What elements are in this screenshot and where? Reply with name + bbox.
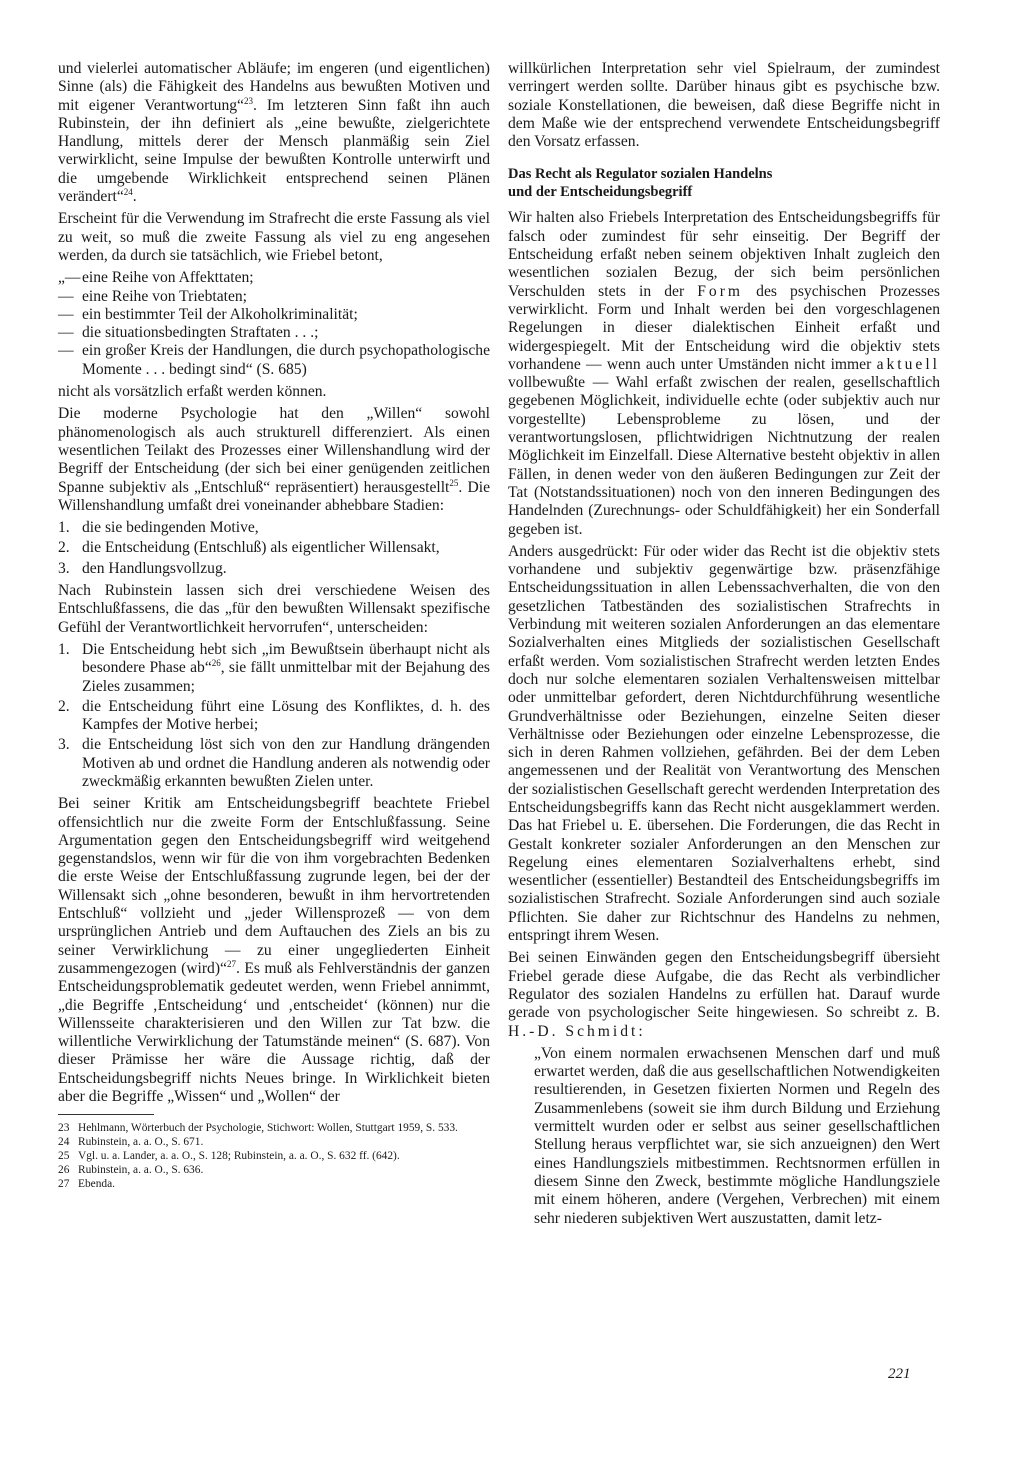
footnote-ref[interactable]: 24 — [123, 186, 133, 197]
paragraph: willkürlichen Interpretation sehr viel Spielraum, der zumindest verringert werden sollte. Darüber hinaus gibt es psychische bzw. soziale Konstellationen, die beweisen, daß diese Begriffe nicht in dem Maße wie der entsprechend verwendete Entscheidungsbegriff den Vorsatz erfassen. — [508, 60, 940, 151]
dash-list — [58, 269, 490, 379]
list-item: 3. den Handlungsvollzug. — [58, 559, 227, 577]
right-column — [508, 60, 940, 1232]
paragraph: Nach Rubinstein lassen sich drei verschiedene Weisen des Entschlußfassens, die das „für den bewußten Willensakt spezifische Gefühl der Verantwortlichkeit hervorrufen“, unterscheiden: — [58, 582, 490, 636]
footnote-ref[interactable]: 23 — [243, 95, 253, 106]
ways-list — [58, 641, 490, 791]
footnote-ref[interactable]: 27 — [226, 958, 236, 969]
list-item: — eine Reihe von Triebtaten; — [58, 287, 248, 305]
list-item: 3. die Entscheidung löst sich von den zur Handlung drängenden Motiven ab und ordnet die Handlung anderen als notwendig oder zweckmäßig erkannten bewußten Zielen unter. — [58, 736, 490, 790]
list-item: — ein großer Kreis der Handlungen, die durch psychopathologische Momente . . . bedingt sind“ (S. 685) — [58, 342, 490, 378]
list-item: — ein bestimmter Teil der Alkoholkriminalität; — [58, 305, 358, 323]
left-column — [58, 60, 490, 1191]
footnote-divider — [58, 1114, 154, 1115]
paragraph: Bei seinen Einwänden gegen den Entscheidungsbegriff übersieht Friebel gerade diese Aufgabe, die das Recht als verbindlicher Regulator des sozialen Handelns zu erfüllen hat. Darauf wurde gerade von psychologischer Seite hingewiesen. So schreibt z. B. H.-D. Schmidt: — [508, 949, 940, 1040]
list-item: 1. Die Entscheidung hebt sich „im Bewußtsein überhaupt nicht als besondere Phase ab“$^{26}$, sie fällt unmittelbar mit der Bejahung des Zieles zusammen; — [58, 640, 491, 695]
footnote: 24 Rubinstein, a. a. O., S. 671. — [58, 1136, 204, 1149]
stages-list — [58, 519, 490, 578]
paragraph: nicht als vorsätzlich erfaßt werden können. — [58, 383, 327, 401]
paragraph: Wir halten also Friebels Interpretation des Entscheidungsbegriffs für falsch oder zumindest für sehr einseitig. Der Begriff der Entscheidung erfaßt neben seinem objektiven Inhalt zugleich den wesentlichen sozialen Bezug, der sich beim persönlichen Verschulden stets in der Form des psychischen Prozesses verwirklicht. Form und Inhalt werden bei den vorgeschlagenen Regelungen in dieser dialektischen Einheit erfaßt und widergespiegelt. Mit der Entscheidung wird die objektiv stets vorhandene — wenn auch unter Umständen nicht immer aktuell vollbewußte — Wahl erfaßt zwischen der realen, gesellschaftlich gegebenen Möglichkeit, individuelle echte (oder subjektiv auch nur vorgestellte) Lebensprobleme zu lösen, und der verantwortungslosen, pflichtwidrigen Nichtnutzung der realen Möglichkeit im Einzelfall. Diese Alternative besteht objektiv in allen Fällen, in denen weder von den äußeren Bedingungen zur Zeit der Tat (Notstandssituationen) noch von den inneren Bedingungen des Handelnden (Zurechnungs- oder Schuldfähigkeit) her ein Sonderfall gegeben ist. — [508, 209, 940, 538]
paragraph: und vielerlei automatischer Abläufe; im engeren (und eigentlichen) Sinne (als) die Fähigkeit des Handelns aus bewußten Motiven und mit eigener Verantwortung“$^{23}$. Im letzteren Sinn faßt ihn auch Rubinstein, der ihn definiert als „eine bewußte, zielgerichtete Handlung, mittels derer der Mensch planmäßig sein Ziel verwirklicht, seine Impulse der bewußten Kontrolle unterwirft und die umgebende Wirklichkeit entsprechend seinen Plänen verändert“$^{24}$. — [58, 60, 490, 206]
footnotes — [58, 1121, 490, 1191]
list-item: 2. die Entscheidung führt eine Lösung des Konfliktes, d. h. des Kampfes der Motive herbei; — [58, 697, 490, 734]
list-item: 1. die sie bedingenden Motive, — [58, 519, 259, 537]
block-quote: „Von einem normalen erwachsenen Menschen darf und muß erwartet werden, daß die aus gesellschaftlichen Notwendigkeiten resultierenden, in Gesetzen fixierten Normen und Regeln des Zusammenlebens (soweit sie ihm durch Bildung und Erziehung vermittelt wurden oder er selbst aus seiner gesellschaftlichen Stellung heraus verpflichtet war, sie sich anzueignen) den Wert eines Handlungsziels mitbestimmen. Rechtsnormen erfüllen in diesem Sinne den Zweck, bestimmte mögliche Handlungsziele mit einem höheren, andere (Vergehen, Verbrechen) mit einem sehr niederen subjektiven Wert auszustatten, damit letz- — [534, 1044, 940, 1227]
list-item: 2. die Entscheidung (Entschluß) als eigentlicher Willensakt, — [58, 539, 440, 557]
footnote-ref[interactable]: 26 — [211, 658, 221, 669]
page-number: 221 — [888, 1366, 911, 1382]
paragraph: Bei seiner Kritik am Entscheidungsbegriff beachtete Friebel offensichtlich nur die zweite Form der Entschlußfassung. Seine Argumentation gegen den Entscheidungsbegriff wird weitgehend gegenstandslos, wenn wir für die von ihm vorgebrachten Bedenken die erste Weise der Entschlußfassung zugrunde legen, bei der der Willensakt sich „ohne besonderen, bewußt in ihm hervortretenden Entschluß“ vollzieht und „jeder Willensprozeß — von dem ursprünglichen Antrieb und dem Auftauchen des Ziels an bis zu seiner Verwirklichung — zu einer ungegliederten Einheit zusammengezogen (wird)“$^{27}$. Es muß als Fehlverständnis der ganzen Entscheidungsproblematik gedeutet werden, wenn Friebel annimmt, „die Begriffe ‚Entscheidung‘ und ‚entscheidet‘ (können) nur die Willensseite charakterisieren und den Willen zur Tat bzw. die willentliche Verwirklichung der Tatumstände meinen“ (S. 687). Von dieser Prämisse her wäre die Aussage richtig, daß der Entscheidungsbegriff nichts Neues bringe. In Wirklichkeit bieten aber die Begriffe „Wissen“ und „Wollen“ der — [58, 795, 490, 1106]
section-heading: Das Recht als Regulator sozialen Handelns und der Entscheidungsbegriff — [508, 166, 773, 201]
paragraph: Die moderne Psychologie hat den „Willen“ sowohl phänomenologisch als auch strukturell differenziert. Als einen wesentlichen Teilakt des Prozesses einer Willenshandlung wird der Begriff der Entscheidung (der sich bei einer genügenden zeitlichen Spanne subjektiv als „Entschluß“ repräsentiert) herausgestellt$^{25}$. Die Willenshandlung umfaßt drei voneinander abhebbare Stadien: — [58, 405, 490, 514]
list-item: — die situationsbedingten Straftaten . . .; — [58, 324, 319, 342]
list-item: „— eine Reihe von Affekttaten; — [58, 269, 254, 287]
footnote: 23 Hehlmann, Wörterbuch der Psychologie, Stichwort: Wollen, Stuttgart 1959, S. 533. — [58, 1122, 458, 1135]
footnote: 27 Ebenda. — [58, 1178, 116, 1191]
footnote-ref[interactable]: 25 — [449, 477, 459, 488]
paragraph: Erscheint für die Verwendung im Strafrecht die erste Fassung als viel zu weit, so muß die zweite Fassung als viel zu eng angesehen werden, da durch sie tatsächlich, wie Friebel betont, — [58, 210, 490, 264]
footnote: 26 Rubinstein, a. a. O., S. 636. — [58, 1164, 204, 1177]
paragraph: Anders ausgedrückt: Für oder wider das Recht ist die objektiv stets vorhandene und subjektiv gegenwärtige bzw. präsenzfähige Entscheidungssituation in allen Lebenssachverhalten, die von den gesetzlichen Tatbeständen des sozialistischen Strafrechts in Verbindung mit weiteren sozialen Anforderungen an das elementare Sozialverhalten eines Mitglieds der sozialistischen Gesellschaft erfaßt werden. Vom sozialistischen Strafrecht werden letzten Endes doch nur solche elementaren sozialen Verhaltensweisen mittelbar oder unmittelbar gefordert, deren Nichtdurchführung wesentliche Grundverhältnisse oder Beziehungen, einzelne Seiten dieser Verhältnisse oder Beziehungen oder einzelne Lebensprozesse, die sich in deren Rahmen vollziehen, gefährden. Bei der dem Leben angemessenen und der Realität von Verantwortung des Menschen der sozialistischen Gesellschaft gerecht werdenden Interpretation des Entscheidungsbegriffs kann das Recht nicht ausgeklammert werden. Das hat Friebel u. E. übersehen. Die Forderungen, die das Recht in Gestalt konkreter sozialer Anforderungen an den Menschen zur Regelung eines elementaren Sozialverhaltens erhebt, sind wesentlicher (essentieller) Bestandteil des Entscheidungsbegriffs im sozialistischen Strafrecht. Soziale Anforderungen sind auch soziale Pflichten. Sie daher zur Richtschnur des Handelns zu nehmen, entspringt ihrem Wesen. — [508, 542, 940, 945]
footnote: 25 Vgl. u. a. Lander, a. a. O., S. 128; Rubinstein, a. a. O., S. 632 ff. (642). — [58, 1150, 400, 1163]
